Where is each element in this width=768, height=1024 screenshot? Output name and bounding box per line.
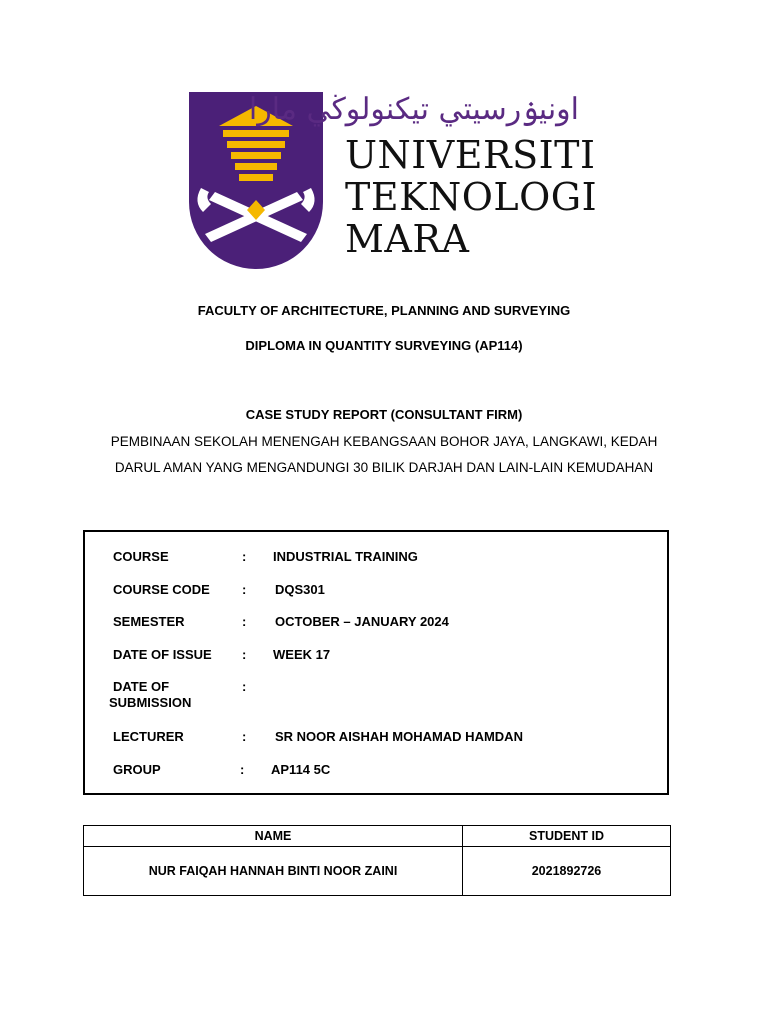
info-colon: :	[242, 647, 247, 662]
diploma-title: DIPLOMA IN QUANTITY SURVEYING (AP114)	[245, 338, 523, 353]
faculty-title: FACULTY OF ARCHITECTURE, PLANNING AND SURVEYING	[197, 303, 571, 318]
info-label: DATE OF ISSUE	[113, 647, 212, 662]
info-colon: :	[242, 614, 247, 629]
info-colon: :	[240, 762, 245, 777]
info-label: DATE OF	[113, 679, 170, 694]
info-colon: :	[242, 679, 247, 694]
university-name-line3: MARA	[345, 217, 470, 261]
project-title-line1: PEMBINAAN SEKOLAH MENENGAH KEBANGSAAN BOHOR JAYA, LANGKAWI, KEDAH	[110, 434, 658, 449]
info-label: COURSE CODE	[113, 582, 210, 597]
project-title-line2: DARUL AMAN YANG MENGANDUNGI 30 BILIK DARJAH DAN LAIN-LAIN KEMUDAHAN	[114, 460, 654, 475]
info-value: AP114 5C	[271, 762, 331, 777]
university-name	[345, 133, 598, 261]
uitm-logo	[189, 88, 598, 264]
jawi-script-name: اونيۏرسيتي تيكنولوڬي مارا	[248, 92, 579, 127]
info-value: OCTOBER – JANUARY 2024	[275, 614, 449, 629]
info-colon: :	[242, 729, 247, 744]
info-label: SUBMISSION	[109, 695, 192, 710]
info-label: COURSE	[113, 549, 169, 564]
student-table	[83, 825, 671, 896]
column-header-name: NAME	[84, 826, 463, 847]
university-name-line2: TEKNOLOGI	[345, 175, 598, 219]
info-value: WEEK 17	[273, 647, 331, 662]
table-header-row	[84, 826, 671, 847]
info-label: GROUP	[113, 762, 161, 777]
info-colon: :	[242, 582, 247, 597]
university-name-line1: UNIVERSITI	[345, 133, 596, 177]
info-value: DQS301	[275, 582, 325, 597]
info-label: LECTURER	[113, 729, 184, 744]
student-id-cell: 2021892726	[463, 847, 671, 896]
report-title: CASE STUDY REPORT (CONSULTANT FIRM)	[245, 407, 523, 422]
info-colon: :	[242, 549, 247, 564]
column-header-student-id: STUDENT ID	[463, 826, 671, 847]
course-info-box	[83, 530, 669, 795]
table-row	[84, 847, 671, 896]
info-label: SEMESTER	[113, 614, 185, 629]
student-name-cell: NUR FAIQAH HANNAH BINTI NOOR ZAINI	[84, 847, 463, 896]
info-value: INDUSTRIAL TRAINING	[273, 549, 418, 564]
info-value: SR NOOR AISHAH MOHAMAD HAMDAN	[275, 729, 523, 744]
